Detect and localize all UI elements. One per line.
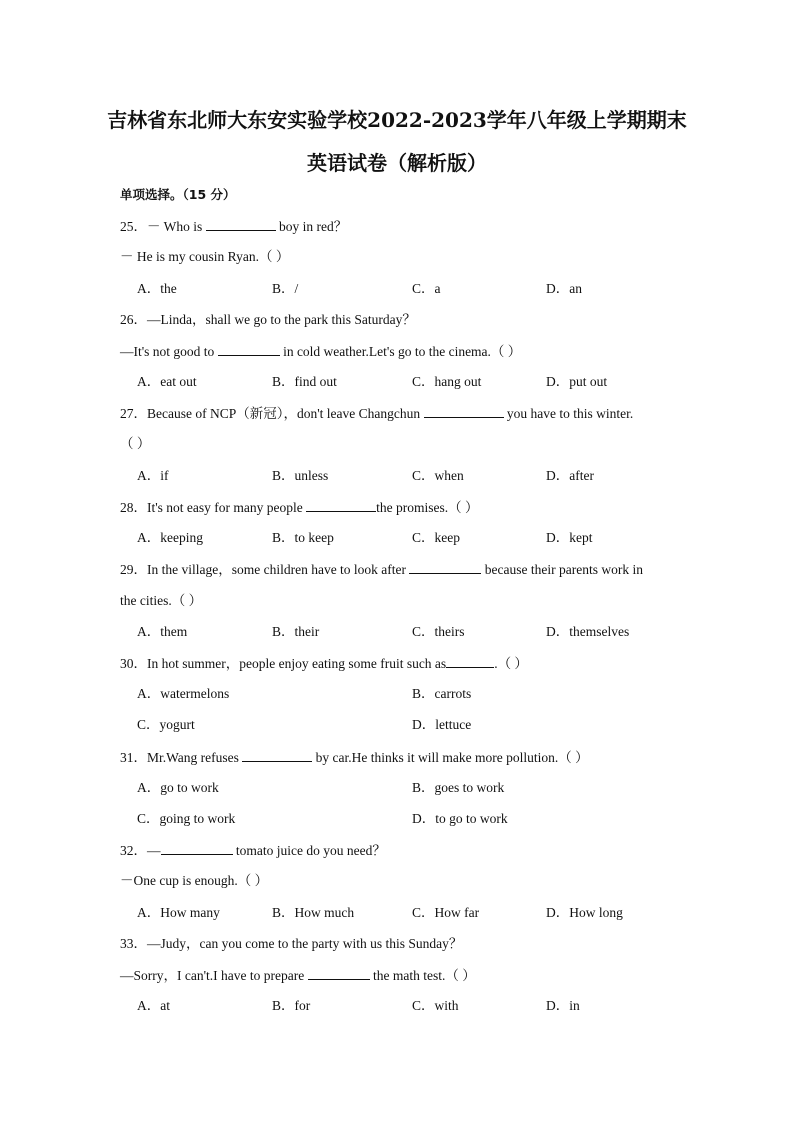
answer-blank xyxy=(218,341,280,356)
answer-blank xyxy=(306,497,376,512)
answer-blank xyxy=(161,840,233,855)
answer-option: B．to keep xyxy=(272,530,334,545)
answer-option: D．an xyxy=(546,281,582,296)
answer-blank xyxy=(308,965,370,980)
answer-option: B．/ xyxy=(272,281,299,296)
answer-option: C．theirs xyxy=(412,624,465,639)
question-text: 29．In the village，some children have to look after xyxy=(120,562,410,577)
question-25-stem-line xyxy=(120,216,347,236)
question-text: 27．Because of NCP（新冠），don't leave Changchun xyxy=(120,406,424,421)
question-text: the math test.（ ） xyxy=(369,968,476,983)
answer-option: D．in xyxy=(546,998,580,1013)
question-text: the promises.（ ） xyxy=(376,500,479,515)
answer-option: A．them xyxy=(137,624,188,639)
question-31-stem-line xyxy=(120,747,589,767)
answer-option: A．if xyxy=(137,468,169,483)
answer-blank xyxy=(206,216,276,231)
answer-option: C．a xyxy=(412,281,441,296)
question-27-stem-line xyxy=(120,434,150,454)
question-text: —Sorry，I can't.I have to prepare xyxy=(120,968,308,983)
answer-option: C．hang out xyxy=(412,374,482,389)
question-29-stem-line xyxy=(120,591,202,611)
question-25-stem-line xyxy=(120,247,289,267)
question-text: －One cup is enough.（ ） xyxy=(120,873,269,888)
question-33-stem-line xyxy=(120,965,476,985)
answer-option: C．with xyxy=(412,998,459,1013)
answer-option: A．watermelons xyxy=(137,686,230,701)
question-29-stem-line xyxy=(120,559,643,579)
answer-blank xyxy=(446,653,494,668)
question-text: .（ ） xyxy=(494,656,528,671)
question-27-stem-line xyxy=(120,403,633,423)
answer-option: D．put out xyxy=(546,374,608,389)
answer-blank xyxy=(424,403,504,418)
answer-option: C．going to work xyxy=(137,811,236,826)
answer-option: A．go to work xyxy=(137,780,219,795)
answer-option: D．to go to work xyxy=(412,811,508,826)
answer-option: C．yogurt xyxy=(137,717,195,732)
answer-option: B．for xyxy=(272,998,311,1013)
question-text: 30．In hot summer，people enjoy eating some fruit such as xyxy=(120,656,447,671)
question-text: 32．— xyxy=(120,843,161,858)
answer-option: A．the xyxy=(137,281,177,296)
question-32-stem-line xyxy=(120,871,268,891)
question-text: boy in red？ xyxy=(275,219,348,234)
question-32-stem-line xyxy=(120,840,386,860)
question-text: —It's not good to xyxy=(120,344,218,359)
question-text: you have to this winter. xyxy=(503,406,634,421)
title-line-2: 英语试卷（解析版） xyxy=(307,151,487,175)
answer-option: B．How much xyxy=(272,905,355,920)
question-text: the cities.（ ） xyxy=(120,593,203,608)
answer-option: D．kept xyxy=(546,530,593,545)
question-text: because their parents work in xyxy=(481,562,643,577)
answer-option: C．keep xyxy=(412,530,460,545)
answer-blank xyxy=(409,559,481,574)
answer-option: B．their xyxy=(272,624,320,639)
question-text: 26．—Linda，shall we go to the park this Saturday？ xyxy=(120,312,416,327)
section-heading: 单项选择。（15 分） xyxy=(120,187,236,202)
answer-option: D．themselves xyxy=(546,624,630,639)
answer-option: B．carrots xyxy=(412,686,472,701)
answer-option: B．unless xyxy=(272,468,329,483)
answer-option: B．find out xyxy=(272,374,337,389)
answer-option: B．goes to work xyxy=(412,780,505,795)
question-26-stem-line xyxy=(120,310,416,330)
question-text: 25．－ Who is xyxy=(120,219,206,234)
answer-option: A．How many xyxy=(137,905,220,920)
title-line-1: 吉林省东北师大东安实验学校2022-2023学年八年级上学期期末 xyxy=(107,108,687,132)
question-text: by car.He thinks it will make more pollution.（ ） xyxy=(312,750,589,765)
question-28-stem-line xyxy=(120,497,479,517)
answer-option: A．keeping xyxy=(137,530,203,545)
question-text: （ ） xyxy=(120,436,151,451)
answer-option: A．at xyxy=(137,998,170,1013)
question-33-stem-line xyxy=(120,934,462,954)
question-26-stem-line xyxy=(120,341,521,361)
answer-option: C．How far xyxy=(412,905,480,920)
question-text: 31．Mr.Wang refuses xyxy=(120,750,243,765)
question-text: 33．—Judy，can you come to the party with us this Sunday？ xyxy=(120,936,463,951)
answer-option: D．after xyxy=(546,468,594,483)
question-text: in cold weather.Let's go to the cinema.（ ） xyxy=(279,344,522,359)
answer-option: C．when xyxy=(412,468,464,483)
question-text: － He is my cousin Ryan.（ ） xyxy=(120,249,290,264)
answer-option: A．eat out xyxy=(137,374,197,389)
answer-blank xyxy=(242,747,312,762)
question-30-stem-line xyxy=(120,653,528,673)
question-text: 28．It's not easy for many people xyxy=(120,500,307,515)
answer-option: D．lettuce xyxy=(412,717,472,732)
answer-option: D．How long xyxy=(546,905,623,920)
question-text: tomato juice do you need？ xyxy=(232,843,386,858)
